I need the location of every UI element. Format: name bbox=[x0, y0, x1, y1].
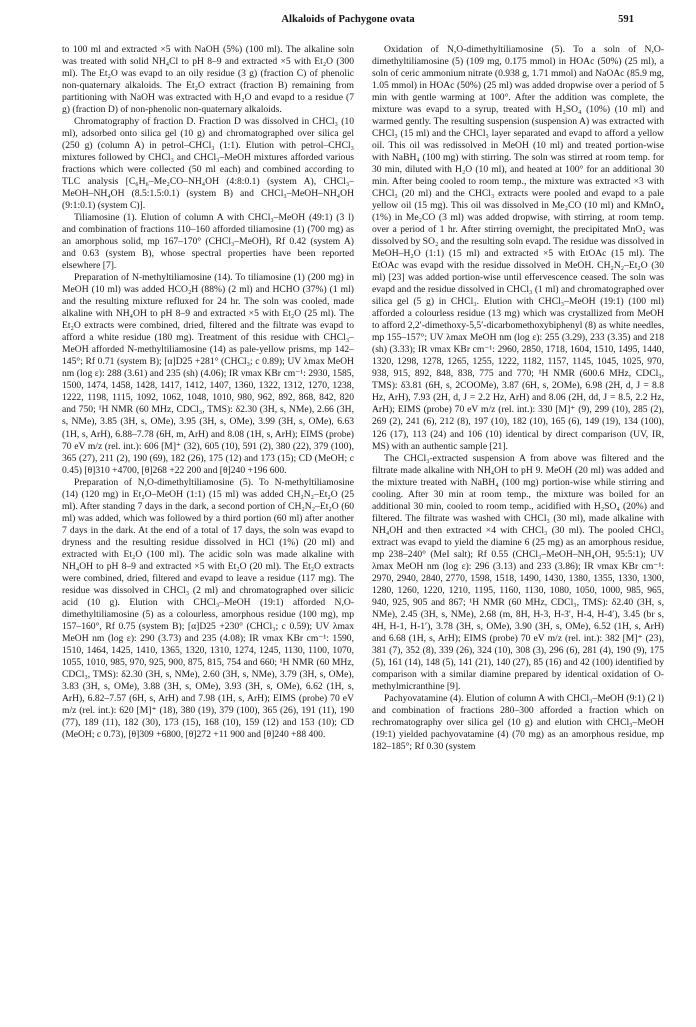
running-title: Alkaloids of Pachygone ovata bbox=[281, 14, 415, 25]
paragraph: Preparation of N-methyltiliamosine (14). To tiliamosine (1) (200 mg) in MeOH (10 ml) was added HCO₂H (88%) (2 ml) and HCHO (37%) (1 ml) and the resulting mixture refluxed for 24 hr. The soln was cooled, made alkaline with NH₄OH to pH 8–9 and extracted ×5 with Et₂O (25 ml). The Et₂O extracts were combined, dried, filtered and the filtrate was evapd to afford a white residue (180 mg). Treatment of this residue with CHCl₃–MeOH afforded N-methyltiliamosine (14) as pale-yellow prisms, mp 142–145°; Rf 0.71 (system B); [α]D25 +281° (CHCl₃; c 0.89); UV λmax MeOH nm (log ε): 288 (3.61) and 235 (sh) (4.06); IR νmax KBr cm⁻¹: 2930, 1585, 1500, 1474, 1458, 1428, 1417, 1412, 1407, 1360, 1322, 1312, 1270, 1238, 1222, 1198, 1115, 1092, 1062, 1048, 1010, 980, 962, 892, 868, 842, 820 and 750; ¹H NMR (60 MHz, CDCl₃, TMS): δ2.30 (3H, s, NMe), 2.66 (3H, s, NMe), 3.85 (3H, s, OMe), 3.95 (3H, s, OMe), 3.99 (3H, s, OMe), 6.63 (1H, s, ArH), 6.88–7.78 (6H, m, ArH) and 8.08 (1H, s, ArH); EIMS (probe) 70 eV m/z (rel. int.): 606 [M]⁺ (32), 605 (10), 591 (2), 380 (22), 379 (100), 365 (27), 211 (2), 190 (69), 182 (26), 175 (12) and 173 (15); CD (MeOH; c 0.45) [θ]310 +4700, [θ]268 +22 200 and [θ]240 +196 600. bbox=[62, 272, 354, 476]
paragraph: The CHCl₃-extracted suspension A from above was filtered and the filtrate made alkaline with NH₄OH to pH 9. MeOH (20 ml) was added and the mixture treated with NaBH₄ (100 mg) portion-wise while stirring and cooling. After 30 min at room temp., the mixture was boiled for an additional 30 min, cooled to room temp., acidified with H₂SO₄ (20%) and filtered. The filtrate was washed with CHCl₃ (30 ml), made alkaline with NH₄OH and then extracted ×4 with CHCl₃ (30 ml). The pooled CHCl₃ extract was evapd to yield the diamine 6 (25 mg) as an amorphous residue, mp 238–240° (MeI salt); Rf 0.55 (CHCl₃–MeOH–NH₄OH, 95:5:1); UV λmax MeOH nm (log ε): 296 (3.13) and 233 (3.86); IR νmax KBr cm⁻¹: 2970, 2940, 2840, 2770, 1598, 1518, 1490, 1430, 1380, 1355, 1330, 1300, 1280, 1260, 1220, 1210, 1195, 1160, 1130, 1080, 1050, 1000, 985, 965, 940, 925, 905 and 867; ¹H NMR (60 MHz, CDCl₃, TMS): δ2.40 (3H, s, NMe), 2.45 (3H, s, NMe), 2.68 (m, 8H, H-3, H-3′, H-4, H-4′), 3.45 (br s, 4H, H-1, H-1′), 3.78 (3H, s, OMe), 3.90 (3H, s, OMe), 6.52 (1H, s, ArH) and 6.68 (1H, s, ArH); EIMS (probe) 70 eV m/z (rel. int.): 382 [M]⁺ (23), 381 (7), 352 (8), 339 (26), 324 (10), 308 (3), 296 (6), 281 (4), 190 (9), 175 (5), 161 (14), 148 (5), 141 (21), 140 (27), 85 (16) and 42 (100) identified by comparison with a similar diamine prepared by identical oxidation of O-methylmicranthine [9]. bbox=[372, 452, 664, 692]
page-number: 591 bbox=[618, 14, 634, 25]
left-column bbox=[62, 44, 354, 1014]
paragraph: to 100 ml and extracted ×5 with NaOH (5%) (100 ml). The alkaline soln was treated with solid NH₄Cl to pH 8–9 and extracted ×5 with Et₂O (300 ml). The Et₂O was evapd to an oily residue (3 g) (fraction C) of phenolic non-quaternary alkaloids. The Et₂O extract (fraction B) remaining from partitioning with NaOH was extracted with H₂O and evapd to a residue (7 g) (fraction D) of non-phenolic non-quaternary alkaloids. bbox=[62, 44, 354, 116]
paragraph: Tiliamosine (1). Elution of column A with CHCl₃–MeOH (49:1) (3 l) and combination of fractions 110–160 afforded tiliamosine (1) (700 mg) as an amorphous solid, mp 167–170° (CHCl₃–MeOH), Rf 0.42 (system A) and 0.63 (system B), whose spectral properties have been reported elsewhere [7]. bbox=[62, 212, 354, 272]
paragraph: Oxidation of N,O-dimethyltiliamosine (5). To a soln of N,O-dimethyltiliamosine (5) (109 mg, 0.175 mmol) in HOAc (50%) (25 ml), a soln of ceric ammonium nitrate (0.938 g, 1.71 mmol) and NaOAc (85.9 mg, 1.05 mmol) in HOAc (50%) (25 ml) was added dropwise over a period of 5 min with gentle warming at 100°. After the addition was complete, the mixture was evapd to a syrup, treated with H₂SO₄ (10%) (10 ml) and warmed gently. The resulting suspension (suspension A) was extracted with CHCl₃ (15 ml) and the CHCl₃ layer separated and evapd to afford a yellow oil. This oil was redissolved in MeOH (10 ml) and treated portion-wise with NaBH₄ (100 mg) with stirring. The soln was stirred at room temp. for 30 min, diluted with H₂O (10 ml), and heated at 100° for an additional 30 min. After being cooled to room temp., the mixture was extracted ×3 with CHCl₃ (20 ml) and the CHCl₃ extracts were pooled and evapd to a pale yellow oil (15 mg). This oil was dissolved in Me₂CO (10 ml) and KMnO₄ (1%) in Me₂CO (3 ml) was added dropwise, with stirring, at room temp. over a period of 1 hr. After stirring overnight, the precipitated MnO₂ was dissolved by SO₂ and the resulting soln evapd. The residue was dissolved in MeOH–H₂O (1:1) (15 ml) and extracted ×5 with EtOAc (15 ml). The EtOAc was evapd with the residue dissolved in MeOH. CH₂N₂–Et₂O (30 ml) [23] was added portion-wise until effervescence ceased. The soln was evapd and the residue dissolved in CHCl₃ (1 ml) and chromatographed over silica gel (5 g) in CHCl₃. Elution with CHCl₃–MeOH (19:1) (100 ml) afforded a colourless residue (13 mg) which was crystallized from MeOH to afford 2,2′-dimethoxy-5,5′-dicarbomethoxybiphenyl (8) as white needles, mp 155–157°; UV λmax MeOH nm (log ε): 255 (3.29), 233 (3.35) and 218 (sh) (3.33); IR νmax KBr cm⁻¹: 2960, 2850, 1718, 1604, 1510, 1495, 1440, 1320, 1298, 1278, 1265, 1255, 1222, 1182, 1157, 1145, 1045, 1025, 970, 938, 915, 892, 848, 838, 775 and 770; ¹H NMR (600.6 MHz, CDCl₃, TMS): δ3.81 (6H, s, 2COOMe), 3.87 (6H, s, 2OMe), 6.98 (2H, d, J = 8.8 Hz, ArH), 7.93 (2H, d, J = 2.2 Hz, ArH) and 8.06 (2H, dd, J = 8.5, 2.2 Hz, ArH); EIMS (probe) 70 eV m/z (rel. int.): 330 [M]⁺ (9), 299 (10), 285 (2), 269 (2), 241 (6), 212 (8), 197 (10), 182 (10), 165 (6), 149 (19), 134 (100), 126 (17), 113 (24) and 106 (10) identical by direct comparison (UV, IR, MS) with an authentic sample [21]. bbox=[372, 44, 664, 452]
paragraph: Chromatography of fraction D. Fraction D was dissolved in CHCl₃ (10 ml), adsorbed onto silica gel (10 g) and chromatographed over silica gel (250 g) (column A) in petrol–CHCl₃ (1:1). Elution with petrol–CHCl₃ mixtures followed by CHCl₃ and CHCl₃–MeOH mixtures afforded various fractions which were collected (50 ml each) and combined according to TLC analysis [C₆H₆–Me₂CO–NH₄OH (4:8:0.1) (system A), CHCl₃–MeOH–NH₄OH (8.5:1.5:0.1) (system B) and CHCl₃–MeOH–NH₄OH (9:1:0.1) (system C)]. bbox=[62, 116, 354, 212]
running-head bbox=[62, 14, 634, 30]
paragraph: Preparation of N,O-dimethyltiliamosine (5). To N-methyltiliamosine (14) (120 mg) in Et₂O–MeOH (1:1) (15 ml) was added CH₂N₂–Et₂O (25 ml). After standing 7 days in the dark, a second portion of CH₂N₂–Et₂O (60 ml) was added, which was followed by a third portion (60 ml) after another 7 days in the dark. At the end of a total of 17 days, the soln was evapd to dryness and the resulting residue dissolved in HCl (1%) (20 ml) and extracted with Et₂O (100 ml). The acidic soln was made alkaline with NH₄OH to pH 8–9 and extracted ×5 with Et₂O (20 ml). The Et₂O extracts were combined, dried, filtered and evapd to leave a residue (117 mg). The residue was dissolved in CHCl₃ (2 ml) and chromatographed over silicic acid (10 g). Elution with CHCl₃–MeOH (19:1) afforded N,O-dimethyltiliamosine (5) as a colourless, amorphous residue (100 mg), mp 157–160°, Rf 0.75 (system B); [α]D25 +230° (CHCl₃; c 0.59); UV λmax MeOH nm (log ε): 290 (3.73) and 235 (4.08); IR νmax KBr cm⁻¹: 1590, 1510, 1464, 1425, 1410, 1365, 1320, 1310, 1274, 1245, 1130, 1100, 1070, 1055, 1010, 985, 970, 925, 900, 875, 815, 754 and 660; ¹H NMR (60 MHz, CDCl₃, TMS): δ2.30 (3H, s, NMe), 2.60 (3H, s, NMe), 3.79 (3H, s, OMe), 3.83 (3H, s, OMe), 3.88 (3H, s, OMe), 3.93 (3H, s, OMe), 6.62 (1H, s, ArH), 6.82–7.57 (6H, s, ArH) and 7.98 (1H, s, ArH); EIMS (probe) 70 eV m/z (rel. int.): 620 [M]⁺ (18), 380 (19), 379 (100), 365 (26), 191 (11), 190 (77), 189 (11), 182 (30), 173 (15), 168 (10), 159 (12) and 153 (10); CD (MeOH; c 0.73), [θ]309 +6800, [θ]272 +11 900 and [θ]240 +88 400. bbox=[62, 476, 354, 740]
paragraph: Pachyovatamine (4). Elution of column A with CHCl₃–MeOH (9:1) (2 l) and combination of fractions 280–300 afforded a fraction which on rechromatography over silica gel (10 g) and elution with CHCl₃–MeOH (19:1) yielded pachyovatamine (4) (70 mg) as an amorphous residue, mp 182–185°; Rf 0.30 (system bbox=[372, 692, 664, 752]
right-column bbox=[372, 44, 664, 1014]
